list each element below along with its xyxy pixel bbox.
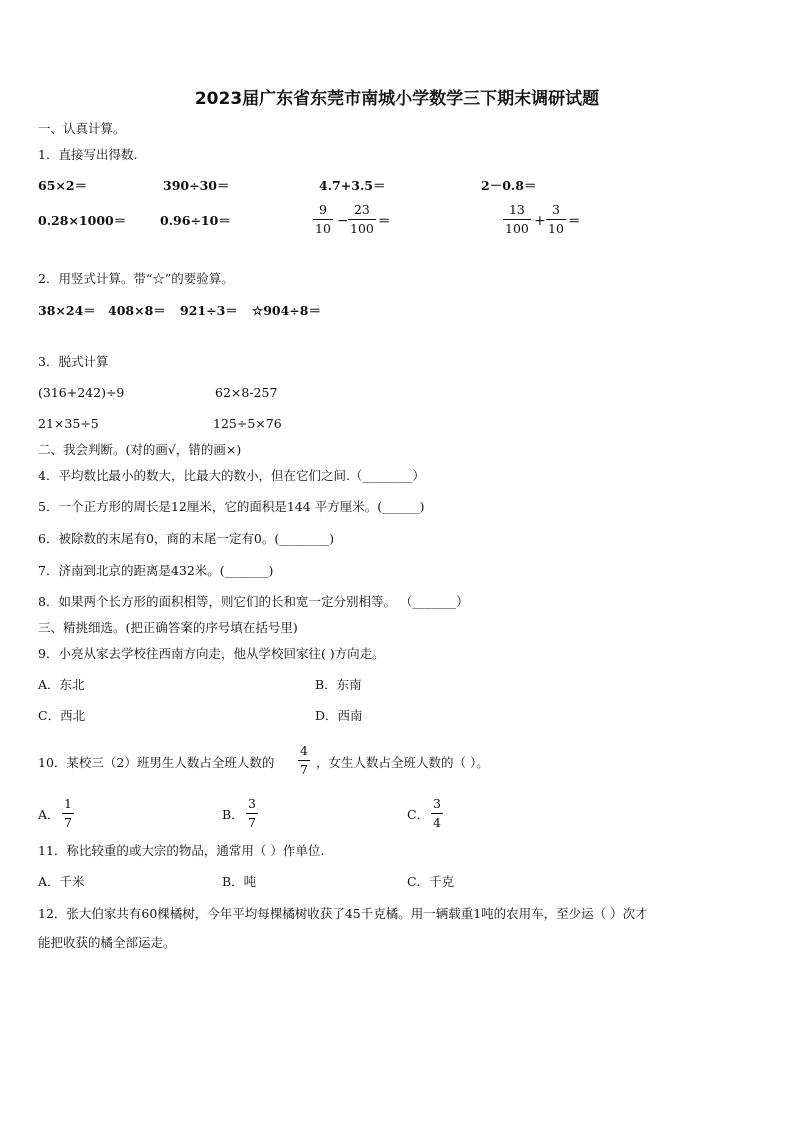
option-c: C．西北 (38, 708, 86, 723)
fraction-denominator: 10 (315, 221, 331, 236)
fraction-denominator: 100 (505, 221, 529, 236)
question-3-text: 3．脱式计算 (38, 354, 109, 369)
section-heading-1: 一、认真计算。 (38, 121, 126, 136)
equals-sign: ＝ (378, 213, 391, 228)
vertical-calc-item: 38×24＝ (38, 303, 96, 318)
fraction-23-100 (348, 202, 376, 237)
fraction-denominator: 10 (548, 221, 564, 236)
question-1-text: 1．直接写出得数. (38, 147, 138, 162)
page-title: 2023届广东省东莞市南城小学数学三下期末调研试题 (194, 89, 600, 109)
calc-item: 0.96÷10＝ (160, 213, 231, 228)
option-b: B．东南 (315, 677, 362, 692)
option-a-label: A． (38, 807, 60, 822)
option-c-label: C． (407, 807, 430, 822)
step-calc-item: 62×8-257 (215, 385, 278, 400)
question-10-text-before: 10．某校三（2）班男生人数占全班人数的 (38, 755, 275, 770)
question-8-text: 8．如果两个长方形的面积相等，则它们的长和宽一定分别相等。 （_______） (38, 594, 469, 609)
question-12-line-2: 能把收获的橘全部运走。 (38, 935, 176, 950)
equals-sign: ＝ (568, 213, 581, 228)
option-a-fraction (62, 796, 74, 831)
fraction-3-10 (546, 202, 566, 237)
step-calc-item: (316+242)÷9 (38, 385, 125, 400)
fraction-4-7 (298, 743, 310, 778)
option-b-label: B． (222, 807, 244, 822)
fraction-denominator: 7 (248, 815, 256, 830)
question-2-text: 2．用竖式计算。带“☆”的要验算。 (38, 271, 234, 286)
plus-operator: + (534, 213, 546, 229)
section-heading-2: 二、我会判断。(对的画√，错的画×) (38, 442, 242, 457)
fraction-numerator: 23 (353, 202, 370, 217)
fraction-numerator: 3 (551, 202, 560, 217)
question-4-text: 4．平均数比最小的数大，比最大的数小，但在它们之间.（________） (38, 468, 425, 483)
question-6-text: 6．被除数的末尾有0，商的末尾一定有0。(________) (38, 531, 335, 546)
option-d: D．西南 (315, 708, 363, 723)
calc-item: 0.28×1000＝ (38, 213, 127, 228)
fraction-numerator: 9 (318, 202, 327, 217)
option-a: A．东北 (38, 677, 85, 692)
fraction-13-100 (503, 202, 531, 237)
option-a: A．千米 (38, 874, 85, 889)
fraction-denominator: 7 (64, 815, 72, 830)
question-5-text: 5．一个正方形的周长是12厘米，它的面积是144 平方厘米。(______) (38, 499, 425, 514)
option-c-fraction (431, 796, 443, 831)
calc-item: 2－0.8＝ (481, 178, 537, 193)
fraction-numerator: 4 (300, 743, 308, 758)
option-b-fraction (246, 796, 258, 831)
fraction-denominator: 100 (350, 221, 374, 236)
fraction-denominator: 4 (433, 815, 441, 830)
option-b: B．吨 (222, 874, 257, 889)
step-calc-item: 21×35÷5 (38, 416, 99, 431)
section-heading-3: 三、精挑细选。(把正确答案的序号填在括号里) (38, 620, 298, 635)
question-12-line-1: 12．张大伯家共有60棵橘树，今年平均每棵橘树收获了45千克橘。用一辆载重1吨的农用车，至少运（ ）次才 (38, 906, 648, 921)
fraction-numerator: 3 (248, 796, 256, 811)
calc-item: 65×2＝ (38, 178, 88, 193)
fraction-numerator: 13 (508, 202, 525, 217)
calc-item: 4.7+3.5＝ (319, 178, 386, 193)
fraction-denominator: 7 (300, 762, 308, 777)
vertical-calc-item: 921÷3＝ (180, 303, 238, 318)
question-10-text-after: ，女生人数占全班人数的（ ）。 (316, 755, 489, 770)
question-7-text: 7．济南到北京的距离是432米。(_______) (38, 563, 274, 578)
calc-item: 390÷30＝ (163, 178, 230, 193)
vertical-calc-item: 408×8＝ (108, 303, 166, 318)
minus-operator: − (337, 213, 349, 229)
fraction-numerator: 1 (64, 796, 72, 811)
question-11-text: 11．称比较重的或大宗的物品，通常用（ ）作单位. (38, 843, 325, 858)
question-9-text: 9．小亮从家去学校往西南方向走，他从学校回家往( )方向走。 (38, 646, 385, 661)
option-c: C．千克 (407, 874, 455, 889)
fraction-9-10 (313, 202, 333, 237)
step-calc-item: 125÷5×76 (213, 416, 282, 431)
fraction-numerator: 3 (433, 796, 441, 811)
vertical-calc-item: ☆904÷8＝ (252, 303, 321, 318)
